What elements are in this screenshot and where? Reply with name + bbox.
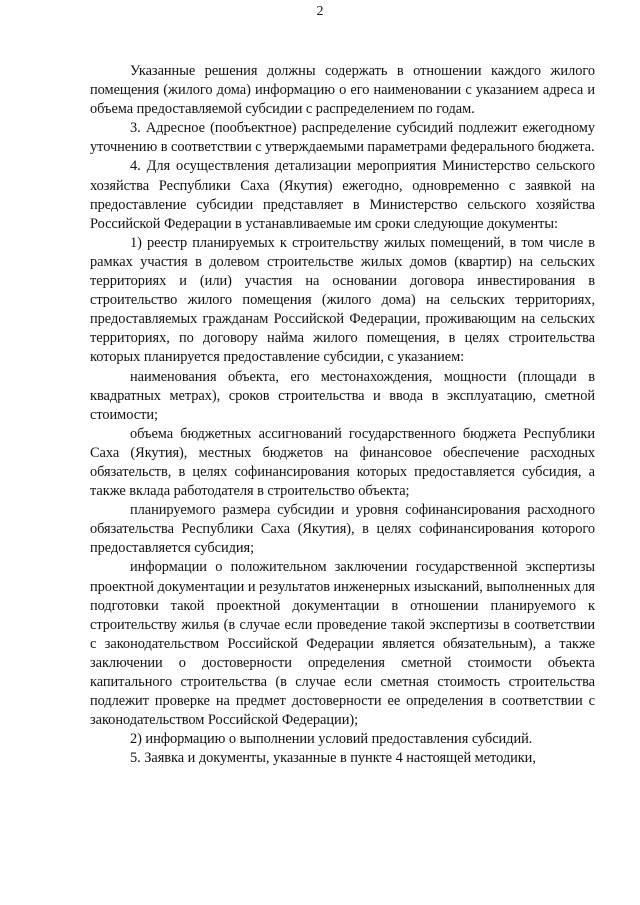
paragraph-subsidy-size: планируемого размера субсидии и уровня софинансирования расходного обязательства Республики Саха (Якутия), в целях софинансирования которого предоставляется субсидия; bbox=[90, 502, 595, 557]
paragraph-subitem-1: 1) реестр планируемых к строительству жилых помещений, в том числе в рамках участия в долевом строительстве жилых домов (квартир) на сельских территориях и (или) участия на основании договора инвестирования в строительство жилого помещения (жилого дома) на сельских территориях, предоставляемых гражданам Российской Федерации, проживающим на сельских территориях, по договору найма жилого помещения, в целях строительства которых планируется предоставление субсидии, с указанием: bbox=[90, 234, 595, 366]
paragraph-item-3: 3. Адресное (пообъектное) распределение субсидий подлежит ежегодному уточнению в соответствии с утверждаемыми параметрами федерального бюджета. bbox=[90, 120, 595, 156]
paragraph-item-4: 4. Для осуществления детализации мероприятия Министерство сельского хозяйства Республики Саха (Якутия) ежегодно, одновременно с заявкой на предоставление субсидии представляет в Министерство сельского хозяйства Российской Федерации в устанавливаемые им сроки следующие документы: bbox=[90, 158, 595, 232]
paragraph-decisions-content: Указанные решения должны содержать в отношении каждого жилого помещения (жилого дома) информацию о его наименовании с указанием адреса и объема предоставляемой субсидии с распределением по годам. bbox=[90, 63, 595, 118]
paragraph-budget-volume: объема бюджетных ассигнований государственного бюджета Республики Саха (Якутия), местных бюджетов на финансовое обеспечение расходных обязательств, в целях софинансирования которых предоставляется субсидия, а также вклада работодателя в строительство объекта; bbox=[90, 425, 595, 500]
page-number: 2 bbox=[316, 4, 324, 19]
paragraph-item-5: 5. Заявка и документы, указанные в пункте 4 настоящей методики, bbox=[130, 750, 536, 767]
document-body bbox=[90, 62, 595, 768]
paragraph-object-name: наименования объекта, его местонахождения, мощности (площади в квадратных метрах), сроков строительства и ввода в эксплуатацию, сметной стоимости; bbox=[90, 368, 595, 423]
paragraph-expertise-info: информации о положительном заключении государственной экспертизы проектной документации и результатов инженерных изысканий, выполненных для подготовки такой проектной документации в отношении планируемого к строительству жилья (в случае если проведение такой экспертизы в соответствии с законодательством Российской Федерации является обязательным), а также заключении о достоверности определения сметной стоимости объекта капитального строительства (в случае если сметная стоимость строительства подлежит проверке на предмет достоверности ее определения в соответствии с законодательством Российской Федерации); bbox=[90, 559, 595, 729]
paragraph-subitem-2: 2) информацию о выполнении условий предоставления субсидий. bbox=[130, 731, 533, 748]
